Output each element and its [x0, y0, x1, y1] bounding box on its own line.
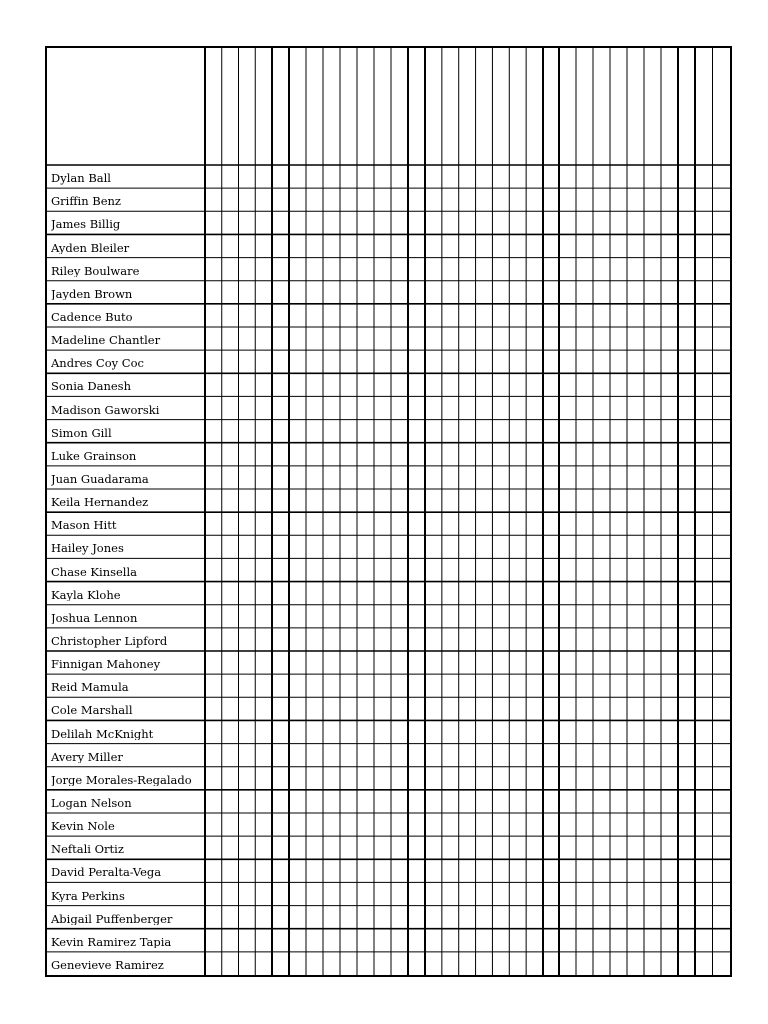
- student-name: Keila Hernandez: [51, 497, 149, 509]
- student-name: Abigail Puffenberger: [51, 913, 173, 926]
- student-name: Jayden Brown: [51, 288, 133, 301]
- student-name: Juan Guadarama: [51, 474, 149, 486]
- roster-grid: [45, 46, 732, 977]
- student-name: Riley Boulware: [51, 265, 140, 278]
- student-name: Kayla Klohe: [51, 589, 121, 602]
- student-name: James Billig: [51, 219, 121, 231]
- student-name: Madeline Chantler: [51, 335, 161, 347]
- student-name: Delilah McKnight: [51, 728, 154, 741]
- student-name: Genevieve Ramirez: [51, 960, 164, 972]
- student-name: Kevin Ramirez Tapia: [51, 936, 172, 949]
- student-name: Kyra Perkins: [51, 890, 125, 903]
- student-name: Ayden Bleiler: [51, 242, 130, 255]
- student-name: Avery Miller: [51, 751, 123, 764]
- student-name: Hailey Jones: [51, 543, 124, 555]
- student-name: David Peralta-Vega: [51, 867, 162, 879]
- student-name: Kevin Nole: [51, 821, 115, 833]
- student-name: Griffin Benz: [51, 196, 121, 208]
- student-name: Mason Hitt: [51, 520, 117, 532]
- student-name: Chase Kinsella: [51, 566, 138, 579]
- student-name: Simon Gill: [51, 427, 112, 440]
- student-name: Neftali Ortiz: [51, 844, 124, 856]
- student-name: Cadence Buto: [51, 312, 133, 324]
- student-name: Luke Grainson: [51, 450, 137, 463]
- grid-lines: [47, 48, 730, 975]
- student-name: Cole Marshall: [51, 705, 133, 717]
- student-name: Logan Nelson: [51, 798, 132, 810]
- student-name: Finnigan Mahoney: [51, 659, 161, 671]
- student-name: Andres Coy Coc: [51, 358, 144, 370]
- student-name: Jorge Morales-Regalado: [51, 774, 192, 787]
- student-name: Sonia Danesh: [51, 381, 131, 393]
- student-name: Dylan Ball: [51, 173, 111, 185]
- student-name: Madison Gaworski: [51, 404, 160, 417]
- student-name: Joshua Lennon: [51, 612, 138, 625]
- student-name: Christopher Lipford: [51, 636, 168, 648]
- student-name: Reid Mamula: [51, 682, 129, 694]
